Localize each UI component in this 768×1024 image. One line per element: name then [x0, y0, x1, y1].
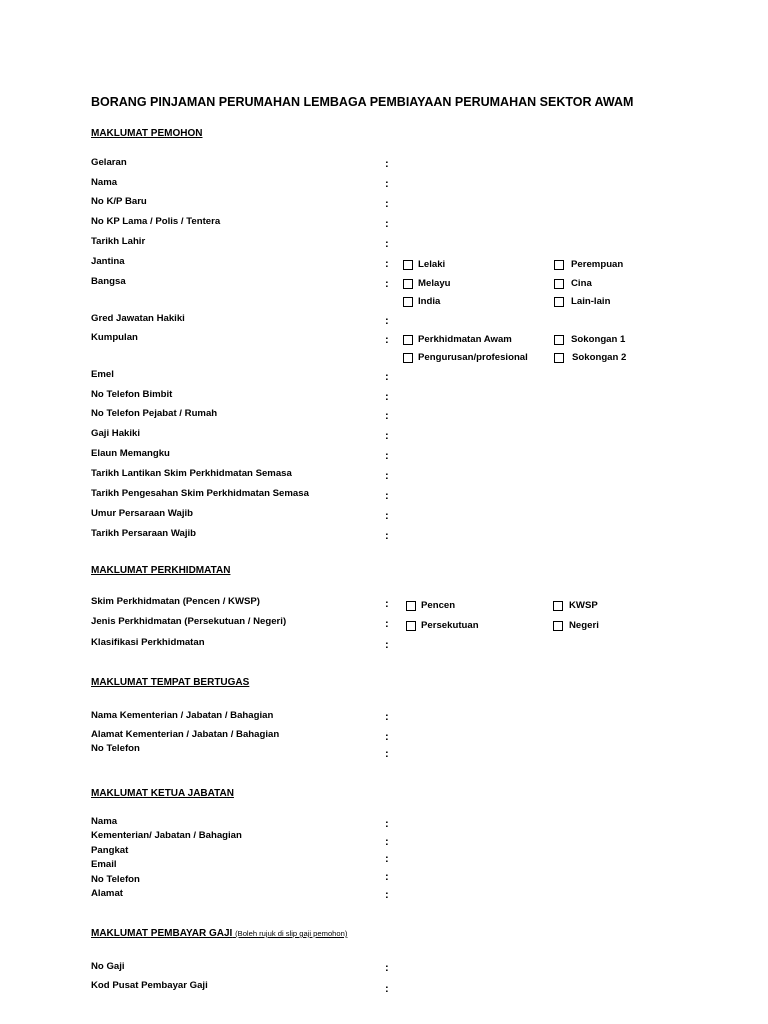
colon-tarikh-pengesahan: :: [385, 490, 389, 502]
label-jenis: Jenis Perkhidmatan (Persekutuan / Negeri): [91, 616, 287, 627]
section-heading-pembayar: [91, 928, 347, 939]
label-tel-pejabat: No Telefon Pejabat / Rumah: [91, 408, 218, 419]
option-sokongan-1: Sokongan 1: [571, 334, 626, 345]
checkbox-lain-lain[interactable]: [554, 297, 564, 307]
colon-umur-persaraan: :: [385, 510, 389, 522]
section-heading-pembayar-text: MAKLUMAT PEMBAYAR GAJI: [91, 928, 233, 939]
label-nama-kementerian: Nama Kementerian / Jabatan / Bahagian: [91, 710, 274, 721]
colon-kp-baru: :: [385, 198, 389, 210]
label-ketua-telefon: No Telefon: [91, 874, 140, 885]
label-tarikh-lahir: Tarikh Lahir: [91, 236, 146, 247]
label-gred: Gred Jawatan Hakiki: [91, 313, 185, 324]
colon-tarikh-persaraan: :: [385, 530, 389, 542]
label-ketua-email: Email: [91, 859, 117, 870]
colon-ketua-pangkat: :: [385, 853, 389, 865]
colon-tel-pejabat: :: [385, 410, 389, 422]
label-kumpulan: Kumpulan: [91, 332, 138, 343]
label-ketua-alamat: Alamat: [91, 888, 123, 899]
option-perempuan: Perempuan: [571, 259, 624, 270]
checkbox-perempuan[interactable]: [554, 260, 564, 270]
option-perkhidmatan-awam: Perkhidmatan Awam: [418, 334, 512, 345]
colon-emel: :: [385, 371, 389, 383]
option-pencen: Pencen: [421, 600, 456, 611]
colon-tarikh-lahir: :: [385, 238, 389, 250]
label-skim: Skim Perkhidmatan (Pencen / KWSP): [91, 596, 261, 607]
colon-ketua-nama: :: [385, 818, 389, 830]
colon-ketua-kementerian: :: [385, 836, 389, 848]
label-tempat-telefon: No Telefon: [91, 743, 140, 754]
label-umur-persaraan: Umur Persaraan Wajib: [91, 508, 194, 519]
colon-kod-pusat: :: [385, 983, 389, 995]
checkbox-india[interactable]: [403, 297, 413, 307]
colon-ketua-email: :: [385, 871, 389, 883]
colon-gred: :: [385, 315, 389, 327]
option-cina: Cina: [571, 278, 592, 289]
checkbox-negeri[interactable]: [553, 621, 563, 631]
option-india: India: [418, 296, 441, 307]
label-nama: Nama: [91, 177, 118, 188]
colon-tel-bimbit: :: [385, 391, 389, 403]
label-ketua-pangkat: Pangkat: [91, 845, 129, 856]
label-gaji-hakiki: Gaji Hakiki: [91, 428, 141, 439]
checkbox-persekutuan[interactable]: [406, 621, 416, 631]
section-heading-ketua: MAKLUMAT KETUA JABATAN: [91, 788, 234, 799]
label-bangsa: Bangsa: [91, 276, 126, 287]
label-kod-pusat: Kod Pusat Pembayar Gaji: [91, 980, 208, 991]
colon-jantina: :: [385, 258, 389, 270]
colon-tempat-telefon: :: [385, 748, 389, 760]
colon-ketua-alamat: :: [385, 889, 389, 901]
option-persekutuan: Persekutuan: [421, 620, 479, 631]
option-sokongan-2: Sokongan 2: [572, 352, 627, 363]
label-tel-bimbit: No Telefon Bimbit: [91, 389, 173, 400]
label-ketua-kementerian: Kementerian/ Jabatan / Bahagian: [91, 830, 242, 841]
colon-no-gaji: :: [385, 962, 389, 974]
colon-tarikh-lantikan: :: [385, 470, 389, 482]
label-klasifikasi: Klasifikasi Perkhidmatan: [91, 637, 205, 648]
colon-klasifikasi: :: [385, 639, 389, 651]
colon-kumpulan: :: [385, 334, 389, 346]
checkbox-sokongan-1[interactable]: [554, 335, 564, 345]
label-kp-baru: No K/P Baru: [91, 196, 147, 207]
colon-gelaran: :: [385, 158, 389, 170]
checkbox-lelaki[interactable]: [403, 260, 413, 270]
label-gelaran: Gelaran: [91, 157, 127, 168]
colon-bangsa: :: [385, 278, 389, 290]
colon-alamat-kementerian: :: [385, 731, 389, 743]
label-no-gaji: No Gaji: [91, 961, 125, 972]
option-pengurusan: Pengurusan/profesional: [418, 352, 528, 363]
label-tarikh-persaraan: Tarikh Persaraan Wajib: [91, 528, 197, 539]
label-elaun-memangku: Elaun Memangku: [91, 448, 170, 459]
section-heading-tempat: MAKLUMAT TEMPAT BERTUGAS: [91, 677, 250, 688]
label-kp-lama: No KP Lama / Polis / Tentera: [91, 216, 221, 227]
form-title: BORANG PINJAMAN PERUMAHAN LEMBAGA PEMBIAYAAN PERUMAHAN SEKTOR AWAM: [91, 95, 634, 109]
section-heading-perkhidmatan: MAKLUMAT PERKHIDMATAN: [91, 565, 231, 576]
colon-nama: :: [385, 178, 389, 190]
option-lelaki: Lelaki: [418, 259, 446, 270]
checkbox-perkhidmatan-awam[interactable]: [403, 335, 413, 345]
option-melayu: Melayu: [418, 278, 451, 289]
checkbox-cina[interactable]: [554, 279, 564, 289]
checkbox-sokongan-2[interactable]: [554, 353, 564, 363]
checkbox-pengurusan[interactable]: [403, 353, 413, 363]
label-tarikh-pengesahan: Tarikh Pengesahan Skim Perkhidmatan Semasa: [91, 488, 309, 499]
colon-gaji-hakiki: :: [385, 430, 389, 442]
option-kwsp: KWSP: [569, 600, 598, 611]
colon-jenis: :: [385, 618, 389, 630]
colon-nama-kementerian: :: [385, 711, 389, 723]
colon-kp-lama: :: [385, 218, 389, 230]
label-ketua-nama: Nama: [91, 816, 118, 827]
checkbox-kwsp[interactable]: [553, 601, 563, 611]
option-negeri: Negeri: [569, 620, 599, 631]
section-note-pembayar: (Boleh rujuk di slip gaji pemohon): [235, 929, 348, 938]
label-tarikh-lantikan: Tarikh Lantikan Skim Perkhidmatan Semasa: [91, 468, 292, 479]
section-heading-pemohon: MAKLUMAT PEMOHON: [91, 128, 203, 139]
colon-elaun-memangku: :: [385, 450, 389, 462]
option-lain-lain: Lain-lain: [571, 296, 611, 307]
colon-skim: :: [385, 598, 389, 610]
checkbox-pencen[interactable]: [406, 601, 416, 611]
label-jantina: Jantina: [91, 256, 125, 267]
label-alamat-kementerian: Alamat Kementerian / Jabatan / Bahagian: [91, 729, 280, 740]
checkbox-melayu[interactable]: [403, 279, 413, 289]
label-emel: Emel: [91, 369, 114, 380]
